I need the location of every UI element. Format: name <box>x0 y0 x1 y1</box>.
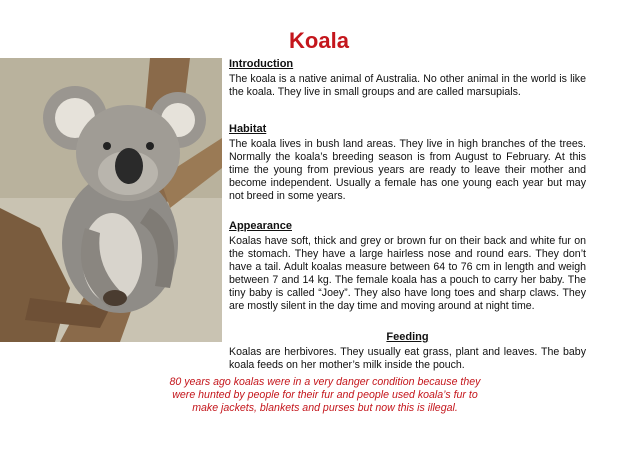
habitat-text: The koala lives in bush land areas. They live in high branches of the trees. Normally the koala’s breeding season is from August to February. At this time the young from previous years are ready to leave their mother and become independent. Usually a female has one young each year but may not breed in some years. <box>229 138 586 202</box>
page-title: Koala <box>289 28 349 53</box>
introduction-text: The koala is a native animal of Australia. No other animal in the world is like the koala. They live in small groups and are called marsupials. <box>229 73 586 98</box>
habitat-heading: Habitat <box>229 123 267 135</box>
history-note: 80 years ago koalas were in a very danger condition because they were hunted by people for their fur and people used koala’s fur to make jackets, blankets and purses but now this is illegal. <box>169 376 481 414</box>
introduction-section <box>229 58 586 99</box>
habitat-section <box>229 123 586 203</box>
feeding-heading: Feeding <box>386 331 429 343</box>
appearance-section <box>229 220 586 313</box>
introduction-heading: Introduction <box>229 58 294 70</box>
appearance-heading: Appearance <box>229 220 292 232</box>
feeding-section <box>229 331 586 372</box>
photo-credit: DAVID HANNON/AFP/GETTY IMAGES <box>113 388 205 394</box>
appearance-text: Koalas have soft, thick and grey or brown fur on their back and white fur on the stomach. They have a large hairless nose and round ears. They don’t have a tail. Adult koalas measure between 64 to 76 cm in length and weigh between 7 and 14 kg. The female koala has a pouch to carry her baby. The tiny baby is called “Joey”. They also have long toes and sharp claws. They are mostly silent in the day time and moving around at night time. <box>229 235 586 312</box>
koala-photo <box>0 58 222 394</box>
feeding-text: Koalas are herbivores. They usually eat grass, plant and leaves. The baby koala feeds on her mother’s milk inside the pouch. <box>229 346 586 371</box>
